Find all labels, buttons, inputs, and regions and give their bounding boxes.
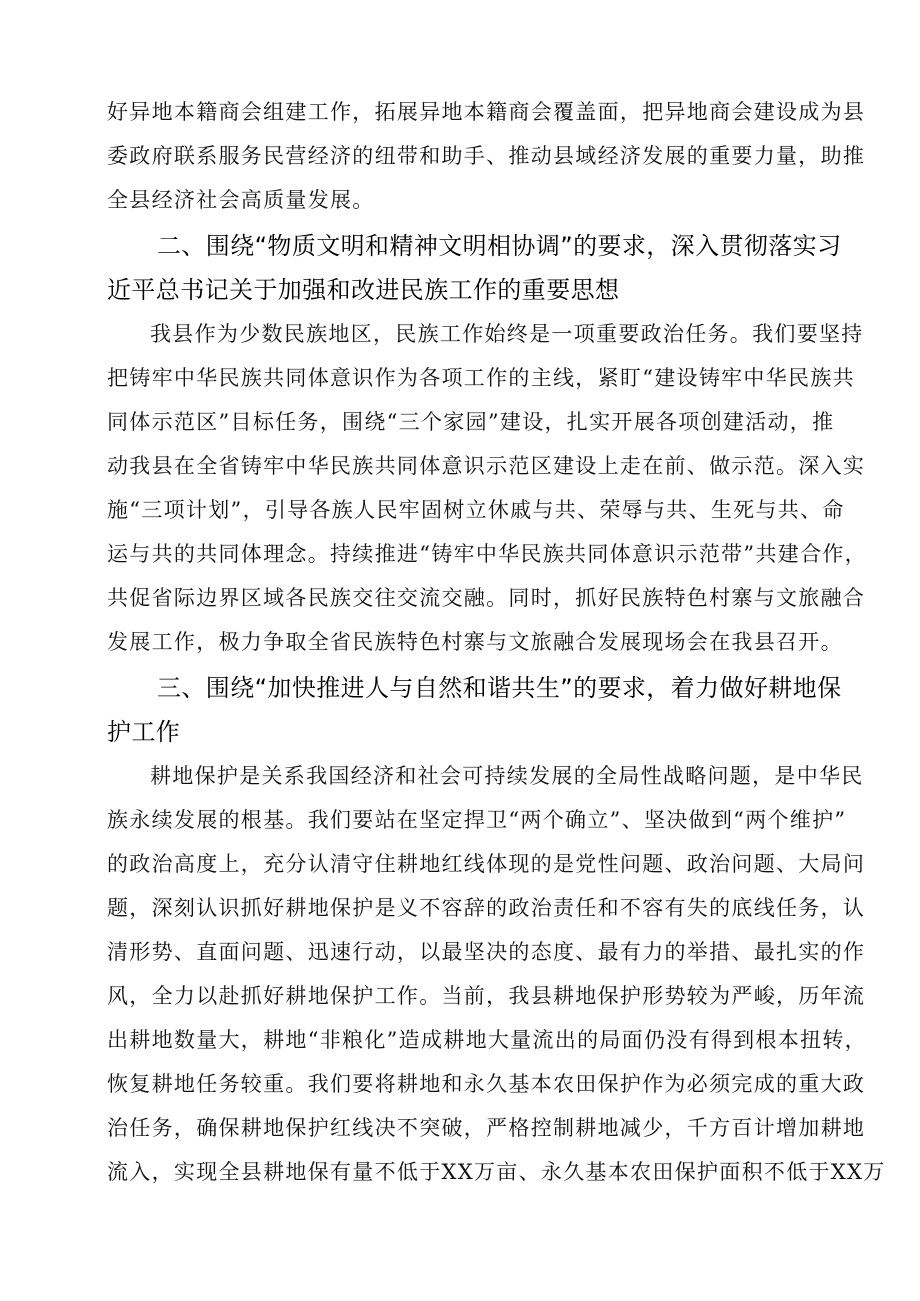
text-line: 治任务，确保耕地保护红线决不突破，严格控制耕地减少，千方百计增加耕地: [107, 1116, 866, 1140]
heading-line: 三、围绕“加快推进人与自然和谐共生”的要求，着力做好耕地保: [157, 674, 842, 702]
text-line: 施“三项计划”，引导各族人民牢固树立休戚与共、荣辱与共、生死与共、命: [107, 498, 845, 522]
text-line: 风，全力以赴抓好耕地保护工作。当前，我县耕地保护形势较为严峻，历年流: [107, 984, 866, 1008]
text-line: 恢复耕地任务较重。我们要将耕地和永久基本农田保护作为必须完成的重大政: [107, 1072, 866, 1096]
text-line: 出耕地数量大，耕地“非粮化”造成耕地大量流出的局面仍没有得到根本扭转，: [107, 1028, 867, 1052]
text-line: 好异地本籍商会组建工作，拓展异地本籍商会覆盖面，把异地商会建设成为县: [107, 100, 866, 124]
text-line: 流入，实现全县耕地保有量不低于XX万亩、永久基本农田保护面积不低于XX万: [107, 1160, 886, 1184]
text-line: 同体示范区”目标任务，围绕“三个家园”建设，扎实开展各项创建活动，推: [107, 410, 835, 434]
text-line: 委政府联系服务民营经济的纽带和助手、推动县域经济发展的重要力量，助推: [107, 144, 866, 168]
heading-line: 二、围绕“物质文明和精神文明相协调”的要求，深入贯彻落实习: [157, 232, 842, 260]
text-line: 动我县在全省铸牢中华民族共同体意识示范区建设上走在前、做示范。深入实: [107, 454, 866, 478]
text-line: 把铸牢中华民族共同体意识作为各项工作的主线，紧盯“建设铸牢中华民族共: [107, 366, 855, 390]
text-line: 运与共的共同体理念。持续推进“铸牢中华民族共同体意识示范带”共建合作，: [107, 542, 867, 566]
text-line: 题，深刻认识抓好耕地保护是义不容辞的政治责任和不容有失的底线任务，认: [107, 896, 866, 920]
text-line: 共促省际边界区域各民族交往交流交融。同时，抓好民族特色村寨与文旅融合: [107, 586, 866, 610]
heading-line: 护工作: [107, 718, 181, 746]
text-line: 清形势、直面问题、迅速行动，以最坚决的态度、最有力的举措、最扎实的作: [107, 940, 866, 964]
text-line: 我县作为少数民族地区，民族工作始终是一项重要政治任务。我们要坚持: [150, 322, 864, 346]
text-line: 的政治高度上，充分认清守住耕地红线体现的是党性问题、政治问题、大局问: [107, 852, 866, 876]
text-line: 全县经济社会高质量发展。: [107, 188, 375, 212]
text-line: 耕地保护是关系我国经济和社会可持续发展的全局性战略问题，是中华民: [150, 764, 864, 788]
heading-line: 近平总书记关于加强和改进民族工作的重要思想: [107, 276, 620, 304]
text-line: 发展工作，极力争取全省民族特色村寨与文旅融合发展现场会在我县召开。: [107, 630, 843, 654]
text-line: 族永续发展的根基。我们要站在坚定捍卫“两个确立”、坚决做到“两个维护”: [107, 808, 847, 832]
